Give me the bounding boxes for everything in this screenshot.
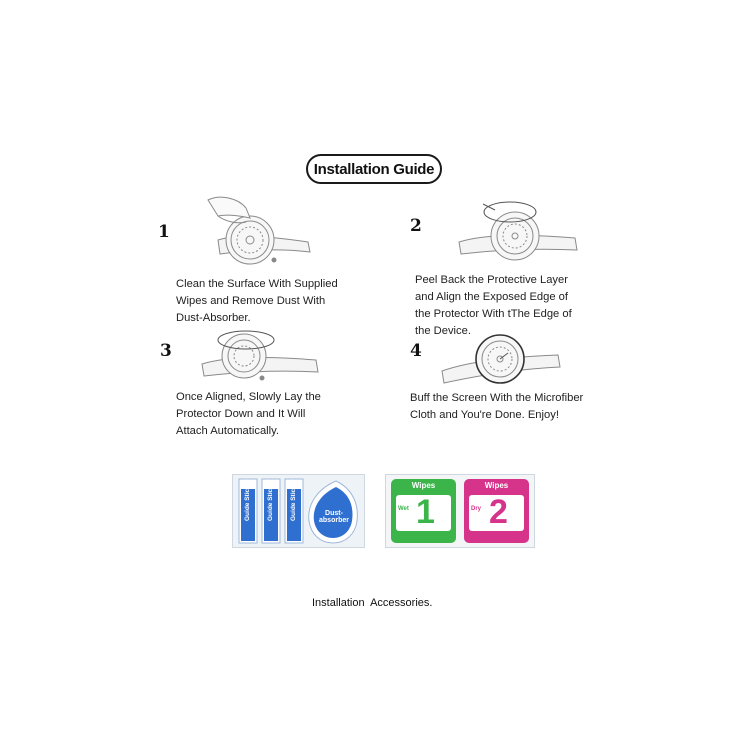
guide-sticker-label-2: Guide Sticker [267, 479, 274, 521]
step-3-line: Protector Down and It Will [176, 408, 306, 420]
step-3-text [176, 389, 321, 440]
dry-label: Dry [471, 506, 482, 512]
wipes-pack [385, 474, 535, 548]
guide-sticker-label-3: Guide Sticker [290, 479, 297, 521]
wipes-label-wet: Wipes [411, 481, 436, 490]
page-title: Installation Guide [306, 154, 442, 184]
wipes-label-dry: Wipes [484, 481, 509, 490]
step-1-line: Wipes and Remove Dust With [176, 295, 326, 307]
step-2-text [415, 272, 572, 340]
guide-sticker-label-1: Guide Sticker [244, 479, 251, 521]
step-4-number: 4 [410, 341, 422, 361]
guide-stickers-dust-absorber-pack [232, 474, 365, 548]
wet-number: 1 [416, 493, 435, 531]
step-4-line: Buff the Screen With the Microfiber [410, 392, 584, 404]
dry-number: 2 [489, 493, 508, 531]
step-2-illustration [455, 190, 585, 270]
step-3-line: Once Aligned, Slowly Lay the [176, 391, 321, 403]
dust-absorber-label: Dust-absorber [319, 510, 349, 524]
step-1-illustration [198, 190, 328, 270]
step-1-line: Clean the Surface With Supplied [176, 278, 338, 290]
step-1-number: 1 [158, 222, 170, 242]
step-1-line: Dust-Absorber. [176, 312, 251, 324]
step-3-illustration [198, 320, 328, 390]
accessories-caption: Installation Accessories. [312, 597, 433, 609]
step-2-line: Peel Back the Protective Layer [415, 274, 568, 286]
step-2-line: the Device. [415, 325, 471, 337]
step-2-line: and Align the Exposed Edge of [415, 291, 569, 303]
wet-label: Wet [398, 506, 409, 512]
step-1-text [176, 276, 338, 327]
step-2-number: 2 [410, 216, 422, 236]
step-3-number: 3 [160, 341, 172, 361]
step-2-line: the Protector With tThe Edge of [415, 308, 572, 320]
step-3-line: Attach Automatically. [176, 425, 280, 437]
step-4-line: Cloth and You're Done. Enjoy! [410, 409, 559, 421]
step-4-text [410, 390, 583, 424]
